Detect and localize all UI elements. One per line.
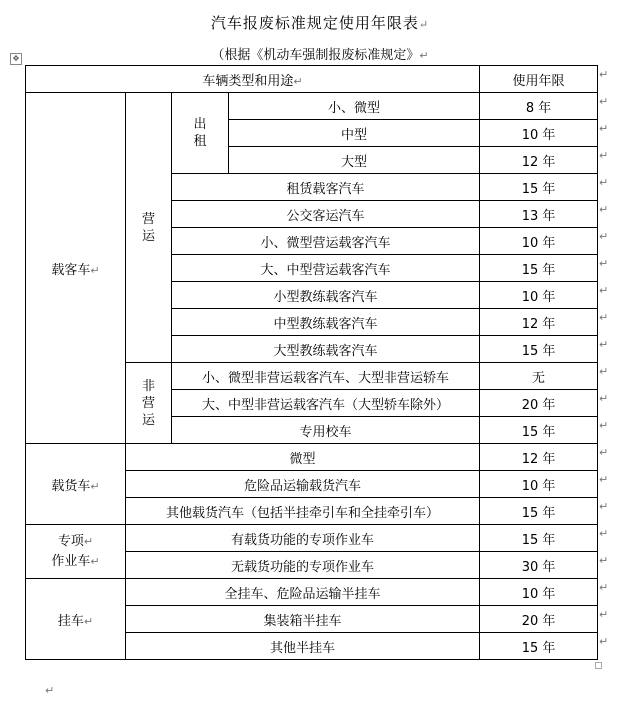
vehicle-type-cell: 大、中型非营运载客汽车（大型轿车除外） <box>172 390 480 417</box>
row-end-mark: ↵ <box>599 391 609 405</box>
row-end-mark: ↵ <box>599 121 609 135</box>
years-cell: 10 年 <box>480 228 598 255</box>
row-end-mark: ↵ <box>599 94 609 108</box>
vehicle-type-cell: 危险品运输载货汽车 <box>126 471 480 498</box>
vehicle-type-cell: 大型 <box>229 147 480 174</box>
header-years: 使用年限 <box>480 66 598 93</box>
row-end-mark: ↵ <box>599 310 609 324</box>
vehicle-type-cell: 有载货功能的专项作业车 <box>126 525 480 552</box>
row-end-mark: ↵ <box>599 67 609 81</box>
paragraph-mark: ↵ <box>45 684 55 697</box>
table-row <box>26 579 598 606</box>
years-cell: 15 年 <box>480 255 598 282</box>
vehicle-type-cell: 无载货功能的专项作业车 <box>126 552 480 579</box>
vehicle-type-cell: 专用校车 <box>172 417 480 444</box>
vehicle-type-cell: 小、微型 <box>229 93 480 120</box>
vehicle-type-cell: 公交客运汽车 <box>172 201 480 228</box>
row-end-mark: ↵ <box>599 148 609 162</box>
years-cell: 10 年 <box>480 120 598 147</box>
years-cell: 10 年 <box>480 579 598 606</box>
vehicle-type-cell: 中型教练载客汽车 <box>172 309 480 336</box>
row-end-mark: ↵ <box>599 256 609 270</box>
subtitle-text: （根据《机动车强制报废标准规定》 <box>211 48 420 63</box>
row-end-mark: ↵ <box>599 175 609 189</box>
row-end-mark: ↵ <box>599 445 609 459</box>
vehicle-type-cell: 小、微型营运载客汽车 <box>172 228 480 255</box>
row-end-mark: ↵ <box>599 337 609 351</box>
row-end-mark: ↵ <box>599 607 609 621</box>
table-resize-handle[interactable] <box>595 662 602 669</box>
years-cell: 20 年 <box>480 390 598 417</box>
row-end-mark: ↵ <box>599 364 609 378</box>
years-cell: 13 年 <box>480 201 598 228</box>
category-passenger: 载客车↵ <box>26 93 126 444</box>
paragraph-mark: ↵ <box>418 18 430 31</box>
row-end-mark: ↵ <box>599 202 609 216</box>
years-cell: 15 年 <box>480 174 598 201</box>
row-end-mark: ↵ <box>599 418 609 432</box>
years-cell: 10 年 <box>480 282 598 309</box>
years-cell: 15 年 <box>480 498 598 525</box>
vehicle-type-cell: 中型 <box>229 120 480 147</box>
years-cell: 12 年 <box>480 147 598 174</box>
table-header-row <box>26 66 598 93</box>
years-cell: 15 年 <box>480 336 598 363</box>
subcategory-taxi: 出 租 <box>172 93 229 174</box>
years-cell: 12 年 <box>480 444 598 471</box>
subcategory-noncommercial: 非 营 运 <box>126 363 172 444</box>
row-end-mark: ↵ <box>599 229 609 243</box>
vehicle-type-cell: 微型 <box>126 444 480 471</box>
table-row <box>26 93 598 120</box>
years-cell: 无 <box>480 363 598 390</box>
vehicle-type-cell: 小、微型非营运载客汽车、大型非营运轿车 <box>172 363 480 390</box>
row-end-mark: ↵ <box>599 472 609 486</box>
years-cell: 30 年 <box>480 552 598 579</box>
row-end-mark: ↵ <box>599 553 609 567</box>
category-special: 专项↵ 作业车↵ <box>26 525 126 579</box>
vehicle-type-cell: 其他半挂车 <box>126 633 480 660</box>
table-row <box>26 444 598 471</box>
years-cell: 10 年 <box>480 471 598 498</box>
header-vehicle-type: 车辆类型和用途↵ <box>26 66 480 93</box>
years-cell: 20 年 <box>480 606 598 633</box>
years-cell: 15 年 <box>480 525 598 552</box>
row-end-mark: ↵ <box>599 580 609 594</box>
vehicle-type-cell: 其他载货汽车（包括半挂牵引车和全挂牵引车） <box>126 498 480 525</box>
table-row <box>26 525 598 552</box>
row-end-mark: ↵ <box>599 526 609 540</box>
row-end-mark: ↵ <box>599 283 609 297</box>
title-text: 汽车报废标准规定使用年限表 <box>210 14 419 32</box>
category-cargo: 载货车↵ <box>26 444 126 525</box>
subcategory-commercial: 营 运 <box>126 93 172 363</box>
vehicle-type-cell: 集装箱半挂车 <box>126 606 480 633</box>
row-end-mark: ↵ <box>599 499 609 513</box>
vehicle-type-cell: 大、中型营运载客汽车 <box>172 255 480 282</box>
row-end-mark: ↵ <box>599 634 609 648</box>
paragraph-mark: ↵ <box>419 49 429 62</box>
vehicle-type-cell: 大型教练载客汽车 <box>172 336 480 363</box>
vehicle-type-cell: 小型教练载客汽车 <box>172 282 480 309</box>
years-cell: 15 年 <box>480 417 598 444</box>
years-cell: 8 年 <box>480 93 598 120</box>
category-trailer: 挂车↵ <box>26 579 126 660</box>
scrap-age-table <box>25 65 598 660</box>
vehicle-type-cell: 全挂车、危险品运输半挂车 <box>126 579 480 606</box>
document-title <box>0 12 640 33</box>
document-subtitle <box>0 44 640 63</box>
years-cell: 12 年 <box>480 309 598 336</box>
table-move-handle-icon[interactable]: ✥ <box>10 53 22 65</box>
years-cell: 15 年 <box>480 633 598 660</box>
vehicle-type-cell: 租赁载客汽车 <box>172 174 480 201</box>
